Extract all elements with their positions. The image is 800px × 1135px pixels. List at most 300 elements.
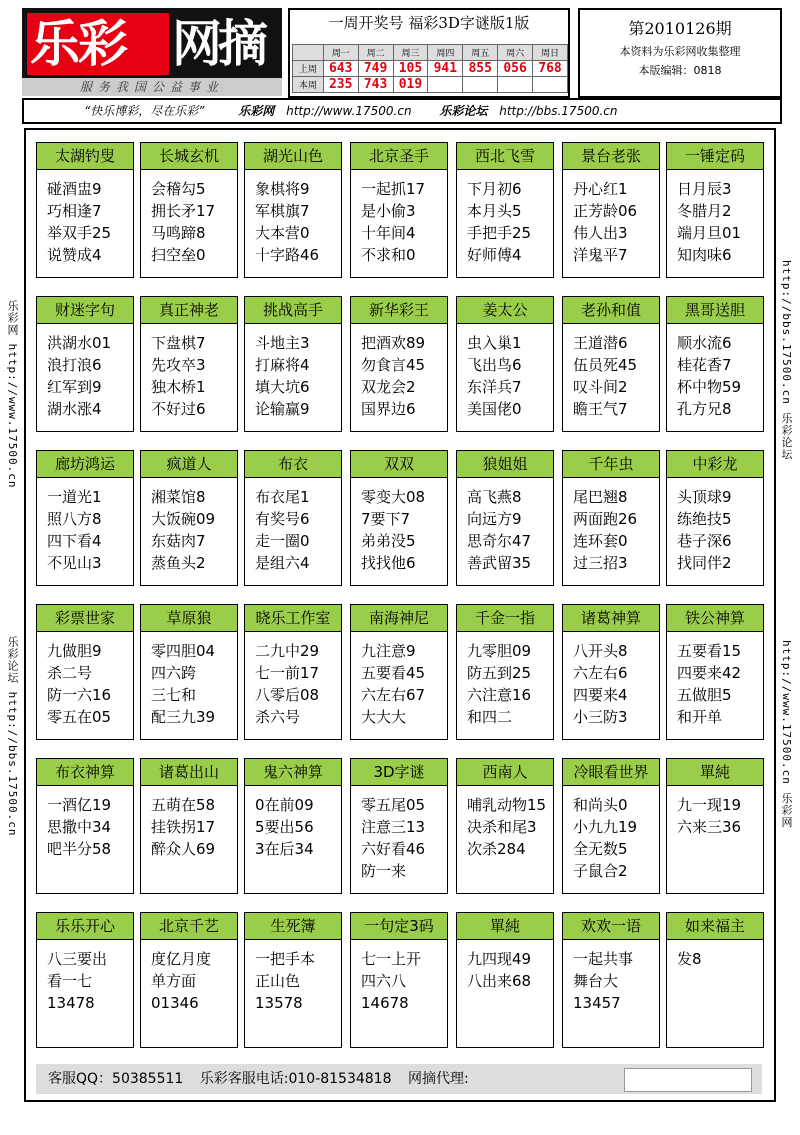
card-line: 论输赢9	[255, 400, 310, 418]
prediction-card	[36, 604, 134, 740]
prediction-card	[350, 758, 448, 894]
draw-number: 105	[393, 61, 428, 77]
prediction-card	[244, 758, 342, 894]
card-title: 双双	[351, 451, 447, 478]
draw-number: 743	[358, 77, 393, 93]
card-line: 五要看15	[677, 642, 742, 660]
card-line: 13457	[573, 994, 621, 1012]
card-line: 洋鬼平7	[573, 246, 628, 264]
card-title: 廊坊鸿运	[37, 451, 133, 478]
weekday-header: 周四	[428, 45, 463, 61]
prediction-card	[456, 450, 554, 586]
prediction-card	[666, 450, 764, 586]
card-line: 一酒亿19	[47, 796, 112, 814]
card-line: 0在前09	[255, 796, 314, 814]
prediction-card	[244, 450, 342, 586]
card-line: 配三九39	[151, 708, 216, 726]
card-line: 马鸣蹄8	[151, 224, 206, 242]
card-line: 国界边6	[361, 400, 416, 418]
card-line: 不求和0	[361, 246, 416, 264]
banner-forum-link[interactable]: http://bbs.17500.cn	[499, 104, 618, 118]
card-line: 小九九19	[573, 818, 638, 836]
draw-number: 643	[323, 61, 358, 77]
prediction-card	[562, 604, 660, 740]
prediction-card	[36, 450, 134, 586]
weekday-header: 周五	[463, 45, 498, 61]
weekday-header: 周三	[393, 45, 428, 61]
card-line: 巷子深6	[677, 532, 732, 550]
card-title: 一锤定码	[667, 143, 763, 170]
card-line: 打麻将4	[255, 356, 310, 374]
card-line: 说赞成4	[47, 246, 102, 264]
card-line: 双龙会2	[361, 378, 416, 396]
issue-box	[578, 8, 782, 98]
card-title: 3D字谜	[351, 759, 447, 786]
card-line: 好师傅4	[467, 246, 522, 264]
card-body	[245, 632, 341, 728]
card-title: 疯道人	[141, 451, 237, 478]
card-body	[351, 478, 447, 574]
card-body	[563, 324, 659, 420]
card-title: 乐乐开心	[37, 913, 133, 940]
footer	[36, 1064, 762, 1094]
card-body	[141, 170, 237, 266]
card-body	[563, 170, 659, 266]
prediction-card	[666, 758, 764, 894]
card-line: 红军到9	[47, 378, 102, 396]
card-body	[457, 940, 553, 992]
card-body	[457, 632, 553, 728]
weekday-header: 周二	[358, 45, 393, 61]
card-line: 东菇肉7	[151, 532, 206, 550]
card-body	[141, 632, 237, 728]
card-title: 單純	[667, 759, 763, 786]
prediction-card	[36, 758, 134, 894]
prediction-card	[350, 450, 448, 586]
card-title: 草原狼	[141, 605, 237, 632]
draw-results-box	[288, 8, 570, 98]
prediction-card	[456, 604, 554, 740]
draw-number	[463, 77, 498, 93]
card-line: 五萌在58	[151, 796, 216, 814]
card-line: 大饭碗09	[151, 510, 216, 528]
card-line: 先攻卒3	[151, 356, 206, 374]
card-line: 正山色	[255, 972, 301, 990]
card-body	[563, 632, 659, 728]
card-title: 千年虫	[563, 451, 659, 478]
card-body	[563, 478, 659, 574]
prediction-card	[36, 912, 134, 1048]
card-line: 五做胆5	[677, 686, 732, 704]
card-line: 挂铁拐17	[151, 818, 216, 836]
prediction-card	[140, 604, 238, 740]
card-line: 13478	[47, 994, 95, 1012]
card-line: 大大大	[361, 708, 407, 726]
card-line: 独木桥1	[151, 378, 206, 396]
card-title: 财迷字句	[37, 297, 133, 324]
card-line: 拥长矛17	[151, 202, 216, 220]
card-line: 日月辰3	[677, 180, 732, 198]
prediction-card	[244, 296, 342, 432]
card-body	[667, 940, 763, 970]
card-line: 连环套0	[573, 532, 628, 550]
card-body	[141, 478, 237, 574]
card-title: 长城玄机	[141, 143, 237, 170]
card-line: 六注意16	[467, 686, 532, 704]
card-line: 零变大08	[361, 488, 426, 506]
card-body	[245, 478, 341, 574]
card-line: 思奇尔47	[467, 532, 532, 550]
card-title: 生死簿	[245, 913, 341, 940]
prediction-card	[140, 912, 238, 1048]
logo-text-secondary: 网摘	[172, 15, 264, 73]
issue-editor: 本版编辑：0818	[638, 64, 722, 77]
prediction-card	[666, 296, 764, 432]
card-line: 八三要出	[47, 950, 108, 968]
card-line: 七一前17	[255, 664, 320, 682]
card-body	[37, 324, 133, 420]
card-line: 蒸鱼头2	[151, 554, 206, 572]
card-body	[457, 170, 553, 266]
card-line: 八零后08	[255, 686, 320, 704]
card-line: 一起抓17	[361, 180, 426, 198]
card-line: 杯中物59	[677, 378, 742, 396]
footer-agent: 网摘代理:	[407, 1071, 469, 1087]
card-line: 湘菜馆8	[151, 488, 206, 506]
card-line: 子鼠合2	[573, 862, 628, 880]
card-body	[351, 632, 447, 728]
card-line: 照八方8	[47, 510, 102, 528]
card-line: 丹心红1	[573, 180, 628, 198]
card-line: 5要出56	[255, 818, 314, 836]
prediction-card	[562, 912, 660, 1048]
card-line: 洪湖水01	[47, 334, 112, 352]
card-title: 挑战高手	[245, 297, 341, 324]
card-line: 三七和	[151, 686, 197, 704]
side-text-right-bottom: http://www.17500.cn 乐彩网	[780, 640, 793, 829]
card-line: 飞出鸟6	[467, 356, 522, 374]
prediction-card	[36, 296, 134, 432]
card-title: 欢欢一语	[563, 913, 659, 940]
card-body	[457, 786, 553, 860]
card-title: 诸葛神算	[563, 605, 659, 632]
card-line: 八开头8	[573, 642, 628, 660]
agent-box	[624, 1068, 752, 1092]
card-line: 正芳龄06	[573, 202, 638, 220]
card-line: 十字路46	[255, 246, 320, 264]
card-line: 14678	[361, 994, 409, 1012]
banner-site-link[interactable]: http://www.17500.cn	[286, 104, 412, 118]
card-line: 练绝技5	[677, 510, 732, 528]
card-line: 13578	[255, 994, 303, 1012]
prediction-card	[456, 142, 554, 278]
card-line: 六左右6	[573, 664, 628, 682]
footer-phone: 乐彩客服电话:010-81534818	[199, 1071, 392, 1087]
card-line: 四六八	[361, 972, 407, 990]
card-body	[37, 478, 133, 574]
card-line: 端月旦01	[677, 224, 742, 242]
draw-number: 235	[323, 77, 358, 93]
card-line: 下盘棋7	[151, 334, 206, 352]
card-body	[245, 786, 341, 860]
prediction-card	[456, 758, 554, 894]
card-body	[351, 786, 447, 882]
card-line: 和四二	[467, 708, 513, 726]
card-line: 零五尾05	[361, 796, 426, 814]
prediction-card	[562, 296, 660, 432]
card-line: 发8	[677, 950, 702, 968]
prediction-card	[140, 142, 238, 278]
card-line: 找找他6	[361, 554, 416, 572]
card-title: 姜太公	[457, 297, 553, 324]
card-line: 防五到25	[467, 664, 532, 682]
card-title: 老孙和值	[563, 297, 659, 324]
card-line: 十年间4	[361, 224, 416, 242]
card-line: 九四现49	[467, 950, 532, 968]
card-line: 叹斗间2	[573, 378, 628, 396]
card-line: 六来三36	[677, 818, 742, 836]
card-line: 填大坑6	[255, 378, 310, 396]
card-title: 黑哥送胆	[667, 297, 763, 324]
prediction-card	[140, 296, 238, 432]
prediction-card	[456, 296, 554, 432]
prediction-card	[140, 758, 238, 894]
side-text-right-top: http://bbs.17500.cn 乐彩论坛	[780, 260, 793, 461]
side-text-left-top: 乐彩网 http://www.17500.cn	[6, 300, 19, 489]
card-title: 湖光山色	[245, 143, 341, 170]
card-line: 伍员死45	[573, 356, 638, 374]
weekday-header: 周六	[498, 45, 533, 61]
card-line: 看一七	[47, 972, 93, 990]
card-line: 七一上开	[361, 950, 422, 968]
card-line: 会稽勾5	[151, 180, 206, 198]
card-body	[245, 324, 341, 420]
card-title: 布衣神算	[37, 759, 133, 786]
card-line: 杀六号	[255, 708, 301, 726]
card-line: 东洋兵7	[467, 378, 522, 396]
slogan: 服务我国公益事业	[22, 78, 282, 96]
last-week-label: 上周	[293, 61, 324, 77]
card-body	[457, 324, 553, 420]
draw-number	[498, 77, 533, 93]
card-line: 九做胆9	[47, 642, 102, 660]
card-line: 度亿月度	[151, 950, 212, 968]
card-line: 知肉味6	[677, 246, 732, 264]
prediction-card	[350, 296, 448, 432]
card-line: 全无数5	[573, 840, 628, 858]
card-line: 巧相逢7	[47, 202, 102, 220]
card-line: 向远方9	[467, 510, 522, 528]
prediction-card	[666, 142, 764, 278]
prediction-card	[36, 142, 134, 278]
card-title: 铁公神算	[667, 605, 763, 632]
card-line: 四六跨	[151, 664, 197, 682]
card-line: 一把手本	[255, 950, 316, 968]
card-line: 次杀284	[467, 840, 526, 858]
card-title: 彩票世家	[37, 605, 133, 632]
banner-site-name: 乐彩网	[238, 104, 275, 118]
prediction-card	[562, 758, 660, 894]
card-line: 四要来4	[573, 686, 628, 704]
card-line: 是组六4	[255, 554, 310, 572]
card-line: 01346	[151, 994, 199, 1012]
card-line: 六左右67	[361, 686, 426, 704]
card-line: 伟人出3	[573, 224, 628, 242]
card-title: 千金一指	[457, 605, 553, 632]
card-body	[141, 786, 237, 860]
card-line: 二九中29	[255, 642, 320, 660]
card-line: 举双手25	[47, 224, 112, 242]
card-line: 防一来	[361, 862, 407, 880]
draw-title: 一周开奖号 福彩3D字谜版1版	[328, 14, 530, 32]
card-body	[37, 632, 133, 728]
draw-number	[428, 77, 463, 93]
card-title: 太湖钓叟	[37, 143, 133, 170]
prediction-card	[244, 604, 342, 740]
card-line: 有奖号6	[255, 510, 310, 528]
prediction-card	[666, 604, 764, 740]
card-line: 孔方兄8	[677, 400, 732, 418]
card-line: 虫入巢1	[467, 334, 522, 352]
card-line: 尾巴翘8	[573, 488, 628, 506]
card-title: 如来福主	[667, 913, 763, 940]
card-line: 一道光1	[47, 488, 102, 506]
card-title: 單純	[457, 913, 553, 940]
logo-text-primary: 乐彩	[30, 15, 126, 73]
card-line: 思撒中34	[47, 818, 112, 836]
card-line: 醉众人69	[151, 840, 216, 858]
card-line: 哺乳动物15	[467, 796, 547, 814]
card-line: 吧半分58	[47, 840, 112, 858]
weekday-header: 周一	[323, 45, 358, 61]
prediction-card	[562, 142, 660, 278]
card-line: 3在后34	[255, 840, 314, 858]
card-line: 桂花香7	[677, 356, 732, 374]
card-line: 把酒欢89	[361, 334, 426, 352]
card-title: 北京千艺	[141, 913, 237, 940]
card-body	[667, 170, 763, 266]
card-title: 布衣	[245, 451, 341, 478]
card-body	[351, 170, 447, 266]
card-line: 头顶球9	[677, 488, 732, 506]
card-line: 不好过6	[151, 400, 206, 418]
card-title: 晓乐工作室	[245, 605, 341, 632]
card-line: 找同伴2	[677, 554, 732, 572]
footer-qq: 客服QQ：50385511	[48, 1071, 184, 1087]
card-line: 单方面	[151, 972, 197, 990]
draw-number: 749	[358, 61, 393, 77]
card-body	[37, 786, 133, 860]
prediction-card	[666, 912, 764, 1048]
draw-table	[292, 44, 568, 93]
prediction-card	[562, 450, 660, 586]
card-line: 本月头5	[467, 202, 522, 220]
card-line: 顺水流6	[677, 334, 732, 352]
card-line: 防一六16	[47, 686, 112, 704]
card-title: 冷眼看世界	[563, 759, 659, 786]
card-title: 真正神老	[141, 297, 237, 324]
prediction-card	[456, 912, 554, 1048]
card-line: 四下看4	[47, 532, 102, 550]
card-line: 舞台大	[573, 972, 619, 990]
prediction-card	[350, 142, 448, 278]
card-line: 手把手25	[467, 224, 532, 242]
draw-number: 056	[498, 61, 533, 77]
issue-note: 本资料为乐彩网收集整理	[619, 45, 741, 58]
card-line: 不见山3	[47, 554, 102, 572]
card-line: 两面跑26	[573, 510, 638, 528]
card-line: 下月初6	[467, 180, 522, 198]
card-line: 碰酒盅9	[47, 180, 102, 198]
card-title: 一句定3码	[351, 913, 447, 940]
card-body	[351, 940, 447, 1014]
card-line: 九一现19	[677, 796, 742, 814]
card-line: 弟弟没5	[361, 532, 416, 550]
draw-number	[533, 77, 568, 93]
card-title: 西南人	[457, 759, 553, 786]
side-text-left-bottom: 乐彩论坛 http://bbs.17500.cn	[6, 636, 19, 837]
card-line: 决杀和尾3	[467, 818, 537, 836]
card-line: 大本营0	[255, 224, 310, 242]
card-line: 浪打浪6	[47, 356, 102, 374]
card-line: 零五在05	[47, 708, 112, 726]
card-line: 7要下7	[361, 510, 411, 528]
card-body	[667, 324, 763, 420]
draw-number: 855	[463, 61, 498, 77]
card-body	[141, 940, 237, 1014]
card-line: 走一圈0	[255, 532, 310, 550]
this-week-label: 本周	[293, 77, 324, 93]
card-line: 王道潜6	[573, 334, 628, 352]
card-line: 四要来42	[677, 664, 742, 682]
card-line: 瞻王气7	[573, 400, 628, 418]
card-line: 湖水涨4	[47, 400, 102, 418]
card-line: 布衣尾1	[255, 488, 310, 506]
card-body	[563, 940, 659, 1014]
card-title: 鬼六神算	[245, 759, 341, 786]
card-line: 扫空垒0	[151, 246, 206, 264]
card-line: 是小偷3	[361, 202, 416, 220]
card-body	[667, 786, 763, 838]
prediction-card	[350, 912, 448, 1048]
card-line: 和尚头0	[573, 796, 628, 814]
card-body	[37, 170, 133, 266]
card-line: 高飞燕8	[467, 488, 522, 506]
card-line: 九注意9	[361, 642, 416, 660]
card-line: 小三防3	[573, 708, 628, 726]
draw-number: 019	[393, 77, 428, 93]
card-title: 中彩龙	[667, 451, 763, 478]
card-title: 景台老张	[563, 143, 659, 170]
prediction-card	[350, 604, 448, 740]
card-title: 诸葛出山	[141, 759, 237, 786]
draw-number: 768	[533, 61, 568, 77]
card-body	[457, 478, 553, 574]
weekday-header: 周日	[533, 45, 568, 61]
prediction-card	[140, 450, 238, 586]
card-line: 注意三13	[361, 818, 426, 836]
card-line: 斗地主3	[255, 334, 310, 352]
card-body	[667, 632, 763, 728]
card-title: 西北飞雪	[457, 143, 553, 170]
card-line: 五要看45	[361, 664, 426, 682]
prediction-card	[244, 912, 342, 1048]
card-line: 六好看46	[361, 840, 426, 858]
banner	[22, 98, 782, 124]
card-line: 冬腊月2	[677, 202, 732, 220]
card-body	[141, 324, 237, 420]
card-line: 象棋将9	[255, 180, 310, 198]
